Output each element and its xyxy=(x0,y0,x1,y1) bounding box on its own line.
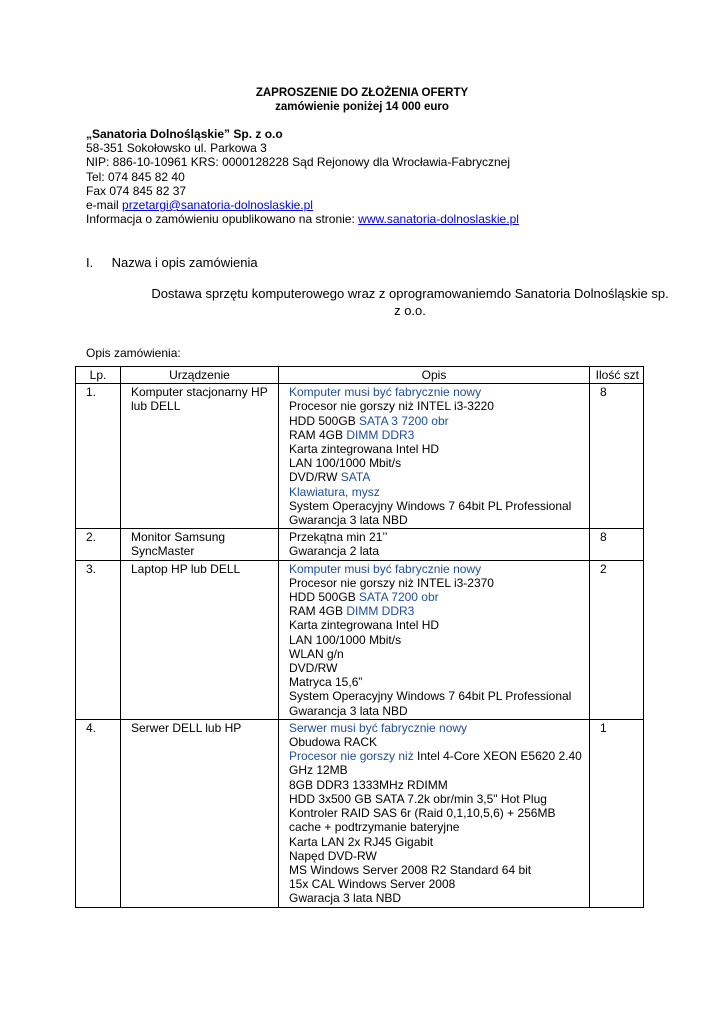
sender-tel: Tel: 074 845 82 40 xyxy=(86,169,185,184)
description-line xyxy=(289,399,585,413)
description-text: RAM 4GB xyxy=(289,604,347,619)
description-text: LAN 100/1000 Mbit/s xyxy=(289,632,402,647)
table-row xyxy=(76,529,644,560)
table-row xyxy=(76,560,644,719)
row-device: Monitor Samsung SyncMaster xyxy=(121,529,279,560)
description-text: Matryca 15,6” xyxy=(289,675,363,690)
sender-address: 58-351 Sokołowsko ul. Parkowa 3 xyxy=(86,141,267,156)
description-text: DVD/RW xyxy=(289,470,341,485)
header-device: Urządzenie xyxy=(121,367,279,384)
sender-ids: NIP: 886-10-10961 KRS: 0000128228 Sąd Rejonowy dla Wrocławia-Fabrycznej xyxy=(86,155,511,170)
section-heading xyxy=(86,255,258,270)
description-line xyxy=(289,792,585,806)
description-line xyxy=(289,689,585,703)
table-row xyxy=(76,719,644,907)
description-line xyxy=(289,544,585,558)
description-text: LAN 100/1000 Mbit/s xyxy=(289,456,402,471)
description-line xyxy=(289,562,585,576)
description-line xyxy=(289,863,585,877)
row-device: Serwer DELL lub HP xyxy=(121,719,279,907)
description-line xyxy=(289,456,585,470)
description-text: Procesor nie gorszy niż INTEL i3-2370 xyxy=(289,575,494,590)
description-text: 15x CAL Windows Server 2008 xyxy=(289,877,456,892)
header-quantity: Ilość szt xyxy=(590,367,644,384)
description-text: Przekątna min 21’’ xyxy=(289,530,388,545)
description-highlight: Serwer musi być fabrycznie nowy xyxy=(289,720,468,735)
description-line xyxy=(289,530,585,544)
description-text: System Operacyjny Windows 7 64bit PL Professional xyxy=(289,689,572,704)
description-text: Intel 4-Core XEON E5620 2.40 GHz 12MB xyxy=(289,749,582,778)
description-line xyxy=(289,576,585,590)
description-highlight: Komputer musi być fabrycznie nowy xyxy=(289,385,482,400)
sender-fax: Fax 074 845 82 37 xyxy=(86,183,187,198)
description-highlight: Klawiatura, mysz xyxy=(289,484,380,499)
description-line xyxy=(289,749,585,777)
document-title: ZAPROSZENIE DO ZŁOŻENIA OFERTY xyxy=(255,87,469,99)
description-line xyxy=(289,485,585,499)
description-text: Procesor nie gorszy niż INTEL i3-3220 xyxy=(289,399,494,414)
row-quantity: 1 xyxy=(590,719,644,907)
description-text: Gwaracja 3 lata NBD xyxy=(289,891,402,906)
description-line xyxy=(289,849,585,863)
description-line xyxy=(289,877,585,891)
description-line xyxy=(289,590,585,604)
row-description xyxy=(279,384,590,529)
header-lp: Lp. xyxy=(76,367,121,384)
description-text: Karta zintegrowana Intel HD xyxy=(289,442,440,457)
items-table xyxy=(75,366,644,908)
description-text: MS Windows Server 2008 R2 Standard 64 bit xyxy=(289,862,532,877)
description-line xyxy=(289,661,585,675)
description-line xyxy=(289,735,585,749)
description-text: RAM 4GB xyxy=(289,427,347,442)
description-text: 8GB DDR3 1333MHz RDIMM xyxy=(289,777,448,792)
row-number: 1. xyxy=(76,384,121,529)
info-label: Informacja o zamówieniu opublikowano na stronie: xyxy=(86,212,359,227)
description-line xyxy=(289,499,585,513)
description-line xyxy=(289,385,585,399)
row-description xyxy=(279,719,590,907)
description-highlight: SATA xyxy=(340,470,371,485)
sender-email-line xyxy=(86,198,519,212)
description-line xyxy=(289,891,585,905)
description-text: Gwarancja 3 lata NBD xyxy=(289,703,408,718)
row-quantity: 8 xyxy=(590,384,644,529)
description-text: Karta zintegrowana Intel HD xyxy=(289,618,440,633)
description-line xyxy=(289,618,585,632)
description-text: Kontroler RAID SAS 6r (Raid 0,1,10,5,6) + 256MB cache + podtrzymanie bateryjne xyxy=(289,806,556,835)
description-text: HDD 3x500 GB SATA 7.2k obr/min 3,5" Hot Plug xyxy=(289,791,547,806)
row-device: Komputer stacjonarny HP lub DELL xyxy=(121,384,279,529)
row-number: 4. xyxy=(76,719,121,907)
table-header-row xyxy=(76,367,644,384)
row-description xyxy=(279,529,590,560)
row-description xyxy=(279,560,590,719)
description-line xyxy=(289,778,585,792)
description-text: DVD/RW xyxy=(289,661,338,676)
description-text: Gwarancja 3 lata NBD xyxy=(289,513,408,528)
description-line xyxy=(289,414,585,428)
description-text: System Operacyjny Windows 7 64bit PL Professional xyxy=(289,498,572,513)
section-title: Nazwa i opis zamówienia xyxy=(111,255,258,270)
description-highlight: SATA 3 7200 obr xyxy=(359,413,449,428)
section-number: I. xyxy=(86,255,94,270)
sender-block xyxy=(86,127,519,226)
row-quantity: 2 xyxy=(590,560,644,719)
document-header xyxy=(0,86,724,114)
header-description: Opis xyxy=(279,367,590,384)
description-line xyxy=(289,704,585,718)
description-line xyxy=(289,470,585,484)
document-subtitle: zamówienie poniżej 14 000 euro xyxy=(275,101,449,113)
sender-name: „Sanatoria Dolnośląskie” Sp. z o.o xyxy=(86,127,283,141)
description-line xyxy=(289,442,585,456)
description-line xyxy=(289,604,585,618)
description-text: HDD 500GB xyxy=(289,590,360,605)
email-link[interactable]: przetargi@sanatoria-dolnoslaskie.pl xyxy=(122,198,313,213)
row-number: 3. xyxy=(76,560,121,719)
row-device: Laptop HP lub DELL xyxy=(121,560,279,719)
description-highlight: SATA 7200 obr xyxy=(359,590,439,605)
description-text: Gwarancja 2 lata xyxy=(289,544,380,559)
description-text: HDD 500GB xyxy=(289,413,360,428)
description-text: WLAN g/n xyxy=(289,646,344,661)
description-highlight: Procesor nie gorszy niż xyxy=(289,749,414,764)
description-line xyxy=(289,513,585,527)
description-line xyxy=(289,675,585,689)
description-label: Opis zamówienia: xyxy=(86,346,181,360)
email-label: e-mail xyxy=(86,198,123,213)
description-line xyxy=(289,721,585,735)
description-text: Karta LAN 2x RJ45 Gigabit xyxy=(289,834,434,849)
items-table-body xyxy=(76,384,644,907)
description-highlight: Komputer musi być fabrycznie nowy xyxy=(289,561,482,576)
sender-info-line xyxy=(86,212,519,226)
website-link[interactable]: www.sanatoria-dolnoslaskie.pl xyxy=(358,212,519,227)
description-line xyxy=(289,428,585,442)
description-line xyxy=(289,835,585,849)
description-line xyxy=(289,806,585,834)
table-row xyxy=(76,384,644,529)
description-line xyxy=(289,647,585,661)
description-highlight: DIMM DDR3 xyxy=(346,604,415,619)
order-subject: Dostawa sprzętu komputerowego wraz z oprogramowaniemdo Sanatoria Dolnośląskie sp. z o.o. xyxy=(151,286,669,318)
description-text: Napęd DVD-RW xyxy=(289,848,377,863)
row-number: 2. xyxy=(76,529,121,560)
description-text: Obudowa RACK xyxy=(289,735,378,750)
description-highlight: DIMM DDR3 xyxy=(346,427,415,442)
row-quantity: 8 xyxy=(590,529,644,560)
description-line xyxy=(289,633,585,647)
